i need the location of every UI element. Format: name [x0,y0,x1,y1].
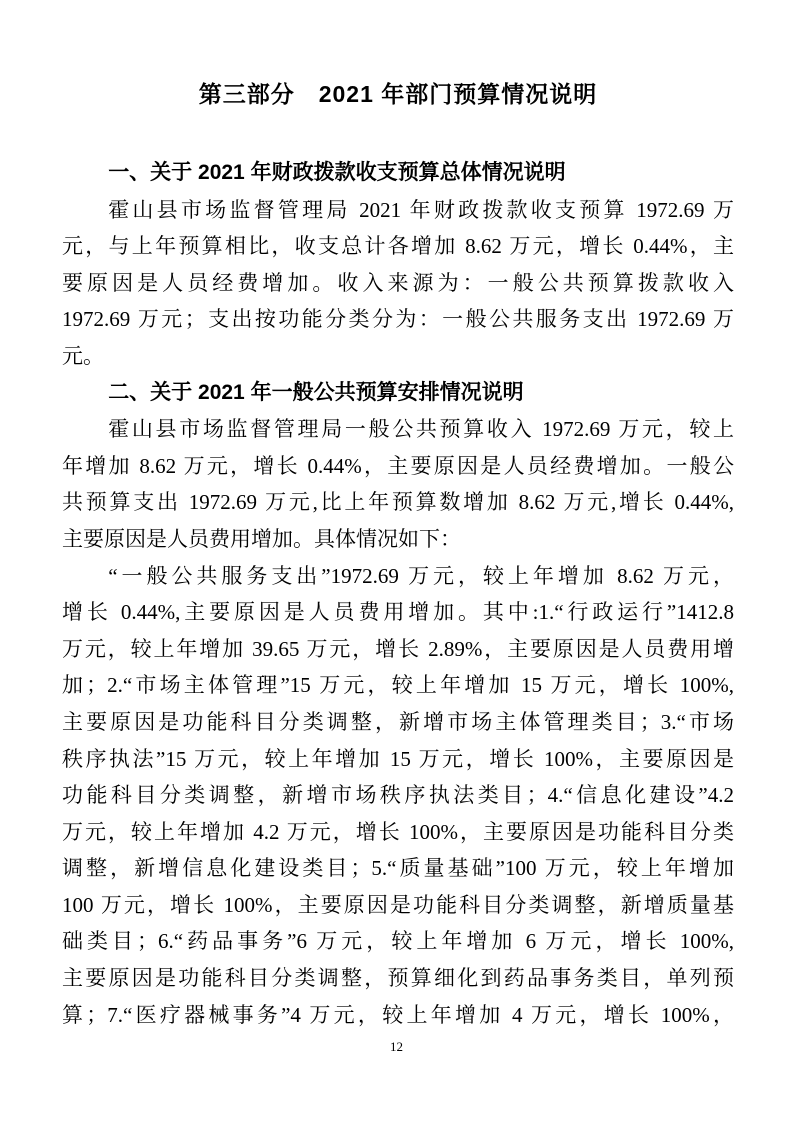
text-line: 秩序执法”15 万元，较上年增加 15 万元，增长 100%，主要原因是 [62,746,734,771]
text-line: 础类目；6.“药品事务”6 万元，较上年增加 6 万元，增长 100%, [62,929,734,954]
text-line: 元，与上年预算相比，收支总计各增加 8.62 万元，增长 0.44%，主 [62,234,734,259]
text-line: 加；2.“市场主体管理”15 万元，较上年增加 15 万元，增长 100%, [62,673,734,698]
text-line: 功能科目分类调整，新增市场秩序执法类目；4.“信息化建设”4.2 [62,783,734,808]
text-line: 主要原因是人员费用增加。具体情况如下： [62,526,461,551]
page-title: 第三部分 2021 年部门预算情况说明 [198,81,598,107]
text-line: 要原因是人员经费增加。收入来源为：一般公共预算拨款收入 [62,270,734,295]
text-line: 霍山县市场监督管理局一般公共预算收入 1972.69 万元，较上 [108,417,734,442]
text-line: 主要原因是功能科目分类调整，新增市场主体管理类目；3.“市场 [62,709,734,734]
text-line: 100 万元，增长 100%，主要原因是功能科目分类调整，新增质量基 [62,892,734,917]
text-line: “一般公共服务支出”1972.69 万元，较上年增加 8.62 万元， [108,563,734,588]
text-line: 共预算支出 1972.69 万元,比上年预算数增加 8.62 万元,增长 0.44%, [62,490,734,515]
text-line: 万元，较上年增加 4.2 万元，增长 100%，主要原因是功能科目分类 [62,819,734,844]
page-number: 12 [390,1039,403,1054]
text-line: 万元，较上年增加 39.65 万元，增长 2.89%，主要原因是人员费用增 [62,636,734,661]
section-2-paragraph-1 [62,411,734,557]
section-2-heading: 二、关于 2021 年一般公共预算安排情况说明 [108,380,524,404]
text-line: 算；7.“医疗器械事务”4 万元，较上年增加 4 万元，增长 100%， [62,1002,734,1027]
text-line: 年增加 8.62 万元，增长 0.44%，主要原因是人员经费增加。一般公 [62,453,734,478]
section-1-paragraph-1 [62,192,734,375]
section-2-paragraph-2 [62,558,734,1034]
document-body [62,155,734,1033]
text-line: 霍山县市场监督管理局 2021 年财政拨款收支预算 1972.69 万 [108,197,734,222]
text-line: 主要原因是功能科目分类调整，预算细化到药品事务类目，单列预 [62,966,734,991]
text-line: 元。 [62,343,104,368]
text-line: 调整，新增信息化建设类目；5.“质量基础”100 万元，较上年增加 [62,856,734,881]
section-1-heading: 一、关于 2021 年财政拨款收支预算总体情况说明 [108,161,566,184]
text-line: 增长 0.44%,主要原因是人员费用增加。其中:1.“行政运行”1412.8 [62,600,734,625]
text-line: 1972.69 万元；支出按功能分类分为：一般公共服务支出 1972.69 万 [62,307,734,332]
